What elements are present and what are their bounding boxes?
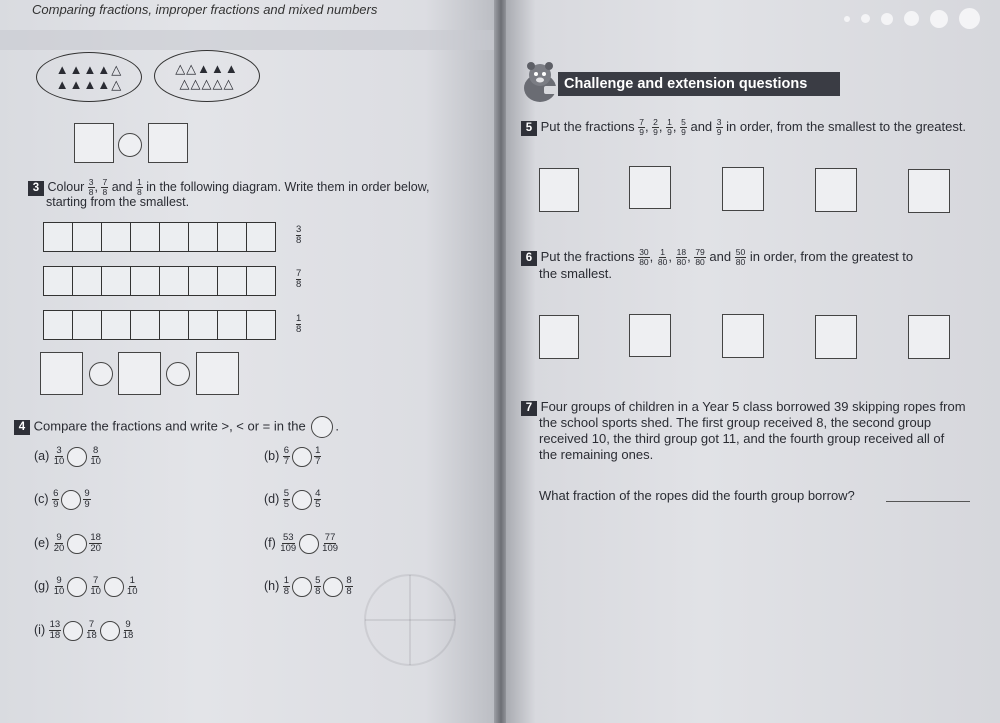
compare-circle[interactable] <box>118 133 142 157</box>
dot <box>881 13 893 25</box>
answer-box[interactable] <box>908 169 950 213</box>
compare-circle[interactable] <box>323 577 343 597</box>
show-through-pie <box>360 570 460 670</box>
q6-text: in order, from the greatest to <box>749 248 914 264</box>
oval-b-row-1: △△▲▲▲ <box>175 61 239 76</box>
q4-item-g <box>34 576 139 597</box>
header-band <box>0 30 494 50</box>
page-header: Comparing fractions, improper fractions and mixed numbers <box>32 2 378 17</box>
answer-box[interactable] <box>148 123 188 163</box>
fraction: $\frac{7}{8}$ <box>102 177 108 197</box>
fraction: $\frac{3}{10}$ <box>53 445 65 467</box>
item-label: (f) <box>264 535 276 550</box>
q4-item-a <box>34 446 102 467</box>
q5-number: 5 <box>521 121 537 136</box>
item-label: (a) <box>34 448 50 463</box>
compare-circle[interactable] <box>299 534 319 554</box>
fraction: $\frac{6}{7}$ <box>283 445 290 467</box>
bar-label-fraction: 3 8 <box>296 224 302 246</box>
q7-number: 7 <box>521 401 537 416</box>
q4-text: Compare the fractions and write >, < or = in the <box>33 418 306 434</box>
q4-item-c <box>34 489 91 510</box>
q4-item-f <box>264 533 339 554</box>
fraction: $\frac{8}{10}$ <box>90 445 101 467</box>
dot <box>930 10 948 28</box>
q4-item-b <box>264 446 321 467</box>
fraction: $\frac{77}{109}$ <box>322 532 339 554</box>
compare-circle-example <box>311 416 333 438</box>
answer-box[interactable] <box>629 166 671 209</box>
oval-a-row-2: ▲▲▲▲△ <box>55 77 123 92</box>
item-label: (c) <box>34 491 49 506</box>
fraction: $\frac{7}{18}$ <box>86 619 97 641</box>
oval-b-row-2: △△△△△ <box>179 76 235 91</box>
q6-text: Put the fractions <box>540 248 635 264</box>
fraction: $\frac{4}{5}$ <box>315 488 321 510</box>
compare-circle[interactable] <box>292 447 312 467</box>
compare-circle[interactable] <box>166 362 190 386</box>
q6-number: 6 <box>521 251 537 266</box>
q4-item-d <box>264 489 321 510</box>
item-label: (b) <box>264 448 280 463</box>
answer-box[interactable] <box>815 315 857 359</box>
fraction-bar-eighths[interactable] <box>43 222 276 252</box>
fraction: $\frac{9}{9}$ <box>84 488 90 510</box>
fraction: $\frac{30}{80}$ <box>639 247 649 267</box>
fraction: $\frac{1}{80}$ <box>657 247 668 267</box>
q4-number: 4 <box>14 420 30 435</box>
fraction: $\frac{5}{9}$ <box>681 117 686 137</box>
compare-circle[interactable] <box>104 577 124 597</box>
fraction: $\frac{9}{18}$ <box>122 619 134 641</box>
answer-box[interactable] <box>722 314 764 358</box>
fraction: $\frac{5}{8}$ <box>315 575 321 597</box>
fraction: $\frac{8}{8}$ <box>346 575 352 597</box>
fraction: $\frac{79}{80}$ <box>695 247 705 267</box>
q6-text-2: the smallest. <box>539 266 612 281</box>
q7-line-1: 7 Four groups of children in a Year 5 class borrowed 39 skipping ropes from <box>521 399 966 416</box>
answer-box[interactable] <box>815 168 857 212</box>
compare-circle[interactable] <box>89 362 113 386</box>
answer-box[interactable] <box>40 352 83 395</box>
q4-item-i <box>34 620 134 641</box>
compare-circle[interactable] <box>100 621 120 641</box>
fraction: $\frac{9}{10}$ <box>53 575 65 597</box>
item-label: (e) <box>34 535 50 550</box>
compare-circle[interactable] <box>292 577 312 597</box>
mascot-icon <box>518 58 562 106</box>
fraction: $\frac{1}{10}$ <box>126 575 138 597</box>
compare-circle[interactable] <box>67 577 87 597</box>
oval-a-row-1: ▲▲▲▲△ <box>55 62 123 77</box>
q7-line-4: the remaining ones. <box>539 447 654 462</box>
compare-circle[interactable] <box>63 621 83 641</box>
fraction: $\frac{1}{8}$ <box>283 575 290 597</box>
q5-instruction: 5 Put the fractions $\frac{7}{9}$ , $\frac{2}{9}$ , $\frac{1}{9}$ , $\frac{5}{9}$ and $\frac{3}{9}$ in order, from the smallest to the greatest. <box>521 118 966 137</box>
compare-circle[interactable] <box>67 534 87 554</box>
q3-text: Colour <box>47 179 85 194</box>
q3-text-2: starting from the smallest. <box>46 195 190 209</box>
q7-line-3: received 10, the third group got 11, and the fourth group received all of <box>539 431 945 446</box>
answer-box[interactable] <box>629 314 671 357</box>
page-dots <box>844 8 980 29</box>
answer-box[interactable] <box>118 352 161 395</box>
q4-instruction: 4 Compare the fractions and write >, < or = in the . <box>14 416 339 438</box>
q3-text: and <box>111 179 133 194</box>
fraction: $\frac{18}{80}$ <box>676 247 687 267</box>
dot <box>904 11 919 26</box>
dot <box>959 8 980 29</box>
item-label: (i) <box>34 622 46 637</box>
q3-number: 3 <box>28 181 44 196</box>
q7-line-2: the school sports shed. The first group received 8, the second group <box>539 415 932 430</box>
fraction: $\frac{3}{9}$ <box>716 117 722 137</box>
compare-circle[interactable] <box>67 447 87 467</box>
fraction: $\frac{1}{7}$ <box>315 445 321 467</box>
item-label: (g) <box>34 578 50 593</box>
answer-box[interactable] <box>539 315 579 359</box>
answer-box[interactable] <box>196 352 239 395</box>
right-page <box>506 0 1000 723</box>
q3-instruction: 3 Colour $\frac{3}{8}$ , $\frac{7}{8}$ and $\frac{1}{8}$ in the following diagram. Write them in order below, <box>28 178 430 197</box>
fraction: $\frac{18}{20}$ <box>90 532 101 554</box>
fraction-bar-eighths[interactable] <box>43 266 276 296</box>
fraction: $\frac{2}{9}$ <box>653 117 658 137</box>
q4-item-h <box>264 576 353 597</box>
fraction: $\frac{7}{9}$ <box>639 117 644 137</box>
answer-box[interactable] <box>722 167 764 211</box>
fraction: $\frac{13}{18}$ <box>49 619 61 641</box>
dot <box>844 16 850 22</box>
fraction: $\frac{1}{8}$ <box>137 177 142 197</box>
answer-box[interactable] <box>539 168 579 212</box>
answer-line[interactable] <box>886 501 970 502</box>
fraction: $\frac{6}{9}$ <box>53 488 59 510</box>
dot <box>861 14 870 23</box>
fraction-bar-eighths[interactable] <box>43 310 276 340</box>
compare-circle[interactable] <box>61 490 81 510</box>
q5-text: in order, from the smallest to the greatest. <box>726 118 967 134</box>
answer-box[interactable] <box>74 123 114 163</box>
triangle-oval-a <box>36 52 142 102</box>
fraction: $\frac{9}{20}$ <box>53 532 65 554</box>
answer-box[interactable] <box>908 315 950 359</box>
item-label: (h) <box>264 578 280 593</box>
q3-text: in the following diagram. Write them in order below, <box>146 179 430 194</box>
fraction: $\frac{53}{109}$ <box>280 532 297 554</box>
item-label: (d) <box>264 491 280 506</box>
q7-question: What fraction of the ropes did the fourth group borrow? <box>539 488 855 503</box>
compare-circle[interactable] <box>292 490 312 510</box>
challenge-title: Challenge and extension questions <box>558 72 840 96</box>
q4-item-e <box>34 533 102 554</box>
bar-label-fraction: 1 8 <box>296 313 302 335</box>
fraction: $\frac{5}{5}$ <box>283 488 290 510</box>
triangle-oval-b <box>154 50 260 102</box>
q6-instruction: 6 Put the fractions $\frac{30}{80}$ , $\frac{1}{80}$ , $\frac{18}{80}$ , $\frac{79}{80}$ and $\frac{50}{80}$ in order, from the greatest to <box>521 248 913 267</box>
q5-text: Put the fractions <box>540 118 635 134</box>
fraction: $\frac{1}{9}$ <box>667 117 672 137</box>
fraction: $\frac{7}{10}$ <box>90 575 101 597</box>
fraction: $\frac{50}{80}$ <box>735 247 746 267</box>
bar-label-fraction: 7 8 <box>296 268 302 290</box>
fraction: $\frac{3}{8}$ <box>88 177 94 197</box>
